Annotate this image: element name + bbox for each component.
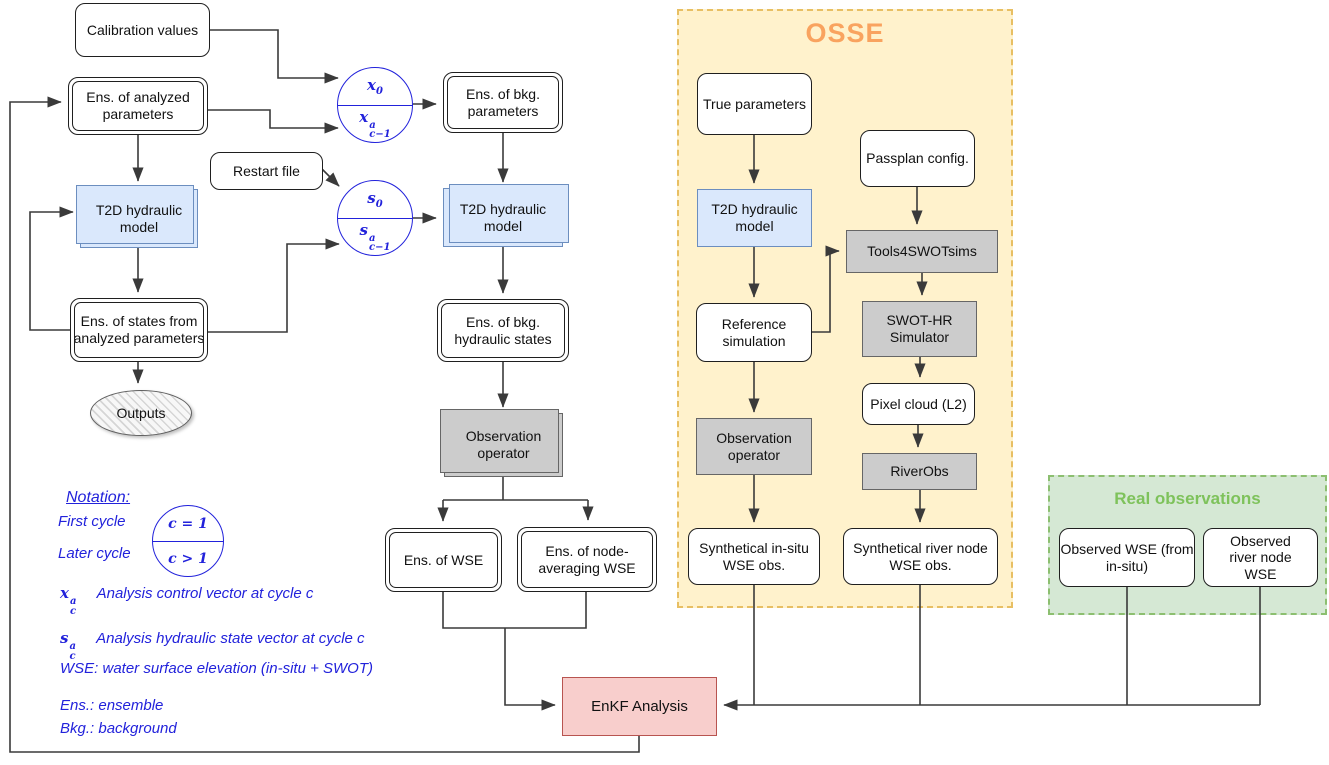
node-label: Pixel cloud (L2) [870, 395, 967, 412]
edge-states-loop-to-t2d-left [30, 212, 73, 330]
node-ens-of-wse [385, 528, 502, 592]
node-label: Ens. of analyzed parameters [86, 89, 190, 122]
node-label: Ens. of states from analyzed parameters [73, 313, 205, 346]
node-riverobs [862, 453, 977, 490]
node-ens-node-averaging-wse [517, 527, 657, 592]
node-ens-bkg-hydraulic-states [437, 299, 569, 362]
sa-c-symbol: s a c [60, 629, 76, 662]
edge-restart-to-s0 [322, 169, 339, 186]
node-observation-operator-osse [696, 418, 812, 475]
node-tools4swotsims [846, 230, 998, 273]
edge-analyzed-to-xa [207, 110, 338, 128]
edge-refsim-to-tools [812, 251, 839, 332]
node-label: Reference simulation [721, 315, 787, 349]
sa-prev-symbol: s a c−1 [359, 220, 391, 253]
xa-c-description: Analysis control vector at cycle c [96, 585, 314, 602]
sa-c-description: Analysis hydraulic state vector at cycle c [96, 630, 365, 647]
node-ens-states-analyzed [70, 298, 208, 362]
node-label: RiverObs [890, 463, 949, 480]
node-label: True parameters [703, 95, 806, 112]
node-t2d-hydraulic-model-left [80, 189, 198, 248]
osse-title: OSSE [805, 18, 885, 48]
node-restart-file [210, 152, 323, 190]
node-label: SWOT-HR Simulator [886, 312, 953, 345]
node-t2d-hydraulic-model-osse [697, 189, 812, 247]
node-synthetical-river-node-wse-obs [843, 528, 998, 585]
node-label: Tools4SWOTsims [867, 243, 977, 260]
node-label: Restart file [233, 162, 300, 179]
node-label: Outputs [116, 404, 166, 421]
edge-merge-to-enkf [505, 628, 555, 705]
node-label: Calibration values [86, 21, 199, 38]
xa-c-symbol: x a c [60, 584, 77, 617]
edge-wse-merge [443, 592, 586, 628]
s0-symbol: $s_0$ [367, 189, 383, 210]
node-t2d-hydraulic-model-mid [443, 188, 563, 247]
node-label: T2D hydraulic model [459, 200, 547, 234]
node-outputs [90, 390, 192, 436]
notation-heading: Notation: [66, 489, 131, 506]
node-label: Observed river node WSE [1229, 532, 1292, 582]
notation-circle-bottom: c > 1 [168, 550, 208, 567]
x0-symbol: $x_0$ [367, 76, 383, 97]
node-true-parameters [697, 73, 812, 135]
notation-sa-line [60, 629, 365, 661]
node-label: Ens. of WSE [403, 551, 484, 568]
node-enkf-analysis [562, 677, 717, 736]
node-reference-simulation [696, 303, 812, 362]
s-cycle-circle [337, 180, 413, 256]
node-label: T2D hydraulic model [95, 201, 183, 235]
node-label: Passplan config. [866, 150, 969, 167]
edge-obs-op-split [443, 477, 588, 500]
xa-prev-symbol: x a c−1 [359, 107, 391, 140]
real-observations-title: Real observations [1114, 489, 1261, 508]
x-cycle-circle [337, 67, 413, 143]
node-synthetical-insitu-wse-obs [688, 528, 820, 585]
edge-calibration-to-x0 [210, 30, 338, 78]
notation-ens: Ens.: ensemble [60, 697, 164, 714]
notation-circle-top: c = 1 [168, 515, 208, 532]
notation-wse: WSE: water surface elevation (in-situ + SWOT) [60, 660, 374, 677]
node-pixel-cloud-l2 [862, 383, 975, 425]
node-ens-bkg-parameters [443, 72, 563, 133]
notation-cycle-circle [152, 505, 224, 577]
node-swot-hr-simulator [862, 301, 977, 357]
node-label: EnKF Analysis [591, 697, 688, 715]
node-label: Synthetical in-situ WSE obs. [699, 539, 809, 573]
node-label: T2D hydraulic model [711, 201, 798, 234]
node-observed-wse-insitu [1059, 528, 1195, 587]
node-label: Ens. of bkg. parameters [466, 85, 540, 119]
notation-later-cycle: Later cycle [58, 545, 131, 562]
node-observation-operator-mid [444, 413, 563, 477]
node-label: Observed WSE (from in-situ) [1060, 540, 1194, 574]
notation-first-cycle: First cycle [58, 513, 126, 530]
node-calibration-values [75, 3, 210, 57]
node-label: Synthetical river node WSE obs. [853, 539, 988, 573]
notation-xa-line [60, 584, 313, 616]
node-ens-analyzed-parameters [68, 77, 208, 135]
node-passplan-config [860, 130, 975, 187]
node-label: Ens. of bkg. hydraulic states [454, 313, 552, 347]
notation-bkg: Bkg.: background [60, 720, 177, 737]
node-label: Observation operator [716, 429, 792, 463]
node-observed-river-node-wse [1203, 528, 1318, 587]
node-label: Observation operator [465, 428, 542, 461]
edge-states-to-sa [208, 244, 339, 332]
node-label: Ens. of node-averaging WSE [538, 542, 636, 576]
